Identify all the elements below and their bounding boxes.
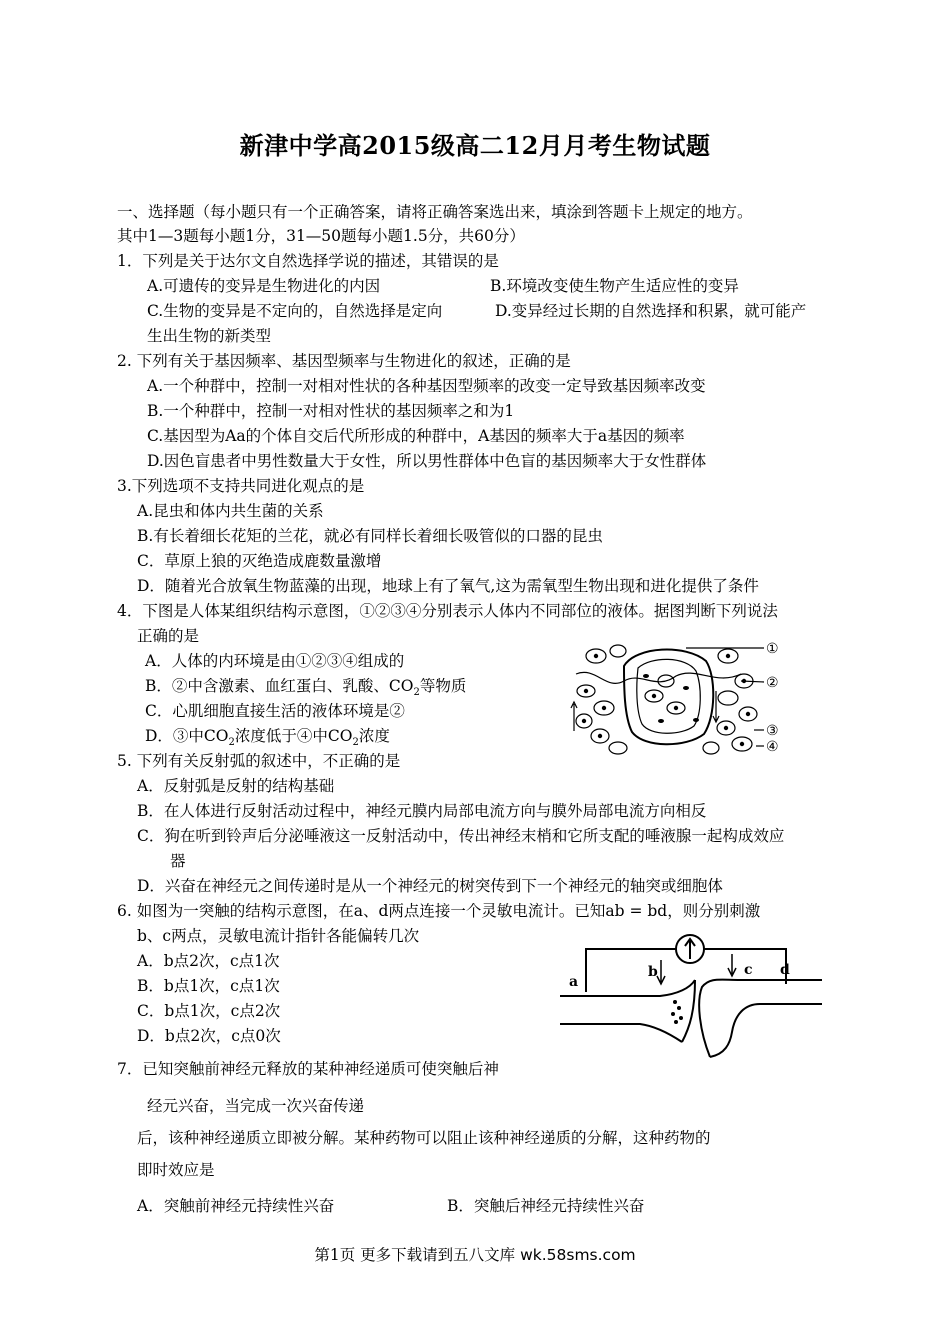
q6-stem-cont: b、c两点，灵敏电流计指针各能偏转几次: [137, 927, 420, 945]
q1-option-a: A.可遗传的变异是生物进化的内因: [147, 277, 381, 295]
q4-option-a: A．人体的内环境是由①②③④组成的: [145, 652, 405, 670]
q5-option-c: C．狗在听到铃声后分泌唾液这一反射活动中，传出神经末梢和它所支配的唾液腺一起构成效应: [137, 827, 785, 845]
q3-option-b: B.有长着细长花矩的兰花，就必有同样长着细长吸管似的口器的昆虫: [137, 527, 603, 545]
q3-option-d: D．随着光合放氧生物蓝藻的出现，地球上有了氧气,这为需氧型生物出现和进化提供了条件: [137, 577, 759, 595]
synapse-figure: [560, 932, 822, 1060]
fig4-label-3: ③: [766, 723, 779, 739]
q1-option-d-cont: 生出生物的新类型: [147, 327, 272, 345]
q1-option-c: C.生物的变异是不定向的，自然选择是定向: [147, 302, 443, 320]
q2-option-d: D.因色盲患者中男性数量大于女性，所以男性群体中色盲的基因频率大于女性群体: [147, 452, 707, 470]
q7-stem-line1: 7．已知突触前神经元释放的某种神经递质可使突触后神: [117, 1060, 499, 1078]
fig6-label-d: d: [780, 962, 790, 978]
q3-option-a: A.昆虫和体内共生菌的关系: [137, 502, 324, 520]
tissue-structure-figure: [566, 636, 788, 758]
q1-option-d: D.变异经过长期的自然选择和积累，就可能产: [495, 302, 807, 320]
q5-option-c-cont: 器: [170, 852, 186, 870]
q4-option-b: B．②中含激素、血红蛋白、乳酸、$CO_2$等物质: [145, 677, 467, 699]
q7-stem-line3: 后，该种神经递质立即被分解。某种药物可以阻止该种神经递质的分解，这种药物的: [137, 1129, 711, 1147]
fig4-label-1: ①: [766, 641, 779, 657]
fig6-label-c: c: [744, 962, 753, 978]
q5-option-b: B．在人体进行反射活动过程中，神经元膜内局部电流方向与膜外局部电流方向相反: [137, 802, 707, 820]
fig6-label-a: a: [569, 974, 579, 990]
q7-option-a: A．突触前神经元持续性兴奋: [137, 1197, 335, 1215]
q6-option-c: C．b点1次，c点2次: [137, 1002, 281, 1020]
q6-option-b: B．b点1次，c点1次: [137, 977, 280, 995]
section-instructions-line2: 其中1—3题每小题1分，31—50题每小题1.5分，共60分）: [117, 227, 525, 245]
footer-url: wk.58sms.com: [520, 1246, 636, 1264]
q5-option-d: D．兴奋在神经元之间传递时是从一个神经元的树突传到下一个神经元的轴突或细胞体: [137, 877, 723, 895]
q6-stem: 6. 如图为一突触的结构示意图，在a、d两点连接一个灵敏电流计。已知ab = bd，则分别刺激: [117, 902, 761, 920]
q6-option-d: D．b点2次，c点0次: [137, 1027, 281, 1045]
q4-option-d: D．③中$CO_2$浓度低于④中$CO_2$浓度: [145, 727, 390, 749]
fig6-label-b: b: [648, 964, 658, 980]
q4-stem: 4．下图是人体某组织结构示意图，①②③④分别表示人体内不同部位的液体。据图判断下列说法: [117, 602, 778, 620]
fig4-label-2: ②: [766, 675, 779, 691]
q2-option-a: A.一个种群中，控制一对相对性状的各种基因型频率的改变一定导致基因频率改变: [147, 377, 706, 395]
q7-stem-line2: 经元兴奋，当完成一次兴奋传递: [147, 1097, 365, 1115]
q4-stem-cont: 正确的是: [137, 627, 200, 645]
q1-stem: 1．下列是关于达尔文自然选择学说的描述，其错误的是: [117, 252, 499, 270]
q2-option-b: B.一个种群中，控制一对相对性状的基因频率之和为1: [147, 402, 515, 420]
q6-option-a: A．b点2次，c点1次: [137, 952, 280, 970]
q5-stem: 5. 下列有关反射弧的叙述中，不正确的是: [117, 752, 401, 770]
footer-text: 第1页 更多下载请到五八文库: [314, 1246, 521, 1264]
page-footer: [0, 1243, 950, 1265]
q2-stem: 2. 下列有关于基因频率、基因型频率与生物进化的叙述，正确的是: [117, 352, 571, 370]
section-instructions-line1: 一、选择题（每小题只有一个正确答案，请将正确答案选出来，填涂到答题卡上规定的地方。: [117, 203, 753, 221]
page-title: 新津中学高2015级高二12月月考生物试题: [239, 131, 711, 160]
fig4-label-4: ④: [766, 739, 779, 755]
q4-option-c: C．心肌细胞直接生活的液体环境是②: [145, 702, 405, 720]
q7-stem-line4: 即时效应是: [137, 1161, 215, 1179]
q7-option-b: B．突触后神经元持续性兴奋: [447, 1197, 645, 1215]
q1-option-b: B.环境改变使生物产生适应性的变异: [490, 277, 739, 295]
q3-option-c: C．草原上狼的灭绝造成鹿数量激增: [137, 552, 382, 570]
q5-option-a: A．反射弧是反射的结构基础: [137, 777, 335, 795]
q2-option-c: C.基因型为Aa的个体自交后代所形成的种群中，A基因的频率大于a基因的频率: [147, 427, 685, 445]
q3-stem: 3.下列选项不支持共同进化观点的是: [117, 477, 365, 495]
